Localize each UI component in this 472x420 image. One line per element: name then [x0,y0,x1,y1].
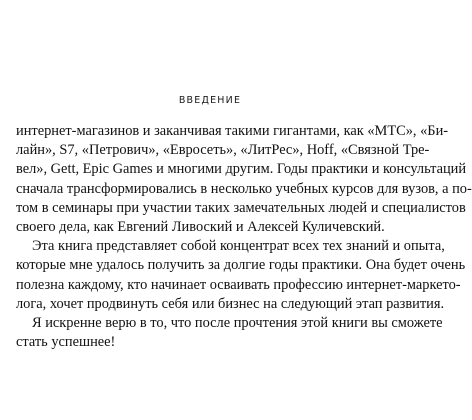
text-line: своего дела, как Евгений Ливоский и Алексей Куличевский. [16,219,385,236]
text-line: которые мне удалось получить за долгие годы практики. Она будет очень [16,257,466,274]
text-line: сначала трансформировались в несколько учебных курсов для вузов, а по- [16,180,472,197]
text-line: стать успешнее! [16,334,116,351]
running-head: ВВЕДЕНИЕ [178,95,242,106]
text-line: том в семинары при участии таких замечательных людей и специалистов [16,199,466,216]
body-text [16,122,472,352]
text-line: полезна каждому, кто начинает осваивать профессию интернет-маркето- [16,276,461,293]
text-line: Эта книга представляет собой концентрат всех тех знаний и опыта, [32,238,445,255]
text-line: лайн», S7, «Петрович», «Евросеть», «ЛитРес», Hoff, «Связной Тре- [16,142,430,159]
text-line: Я искренне верю в то, что после прочтения этой книги вы сможете [32,315,443,332]
text-line: лога, хочет продвинуть себя или бизнес на следующий этап развития. [16,295,445,312]
text-line: вел», Gett, Epic Games и многими другим. Годы практики и консультаций [16,161,467,178]
text-line: интернет-магазинов и заканчивая такими гигантами, как «МТС», «Би- [16,123,449,139]
